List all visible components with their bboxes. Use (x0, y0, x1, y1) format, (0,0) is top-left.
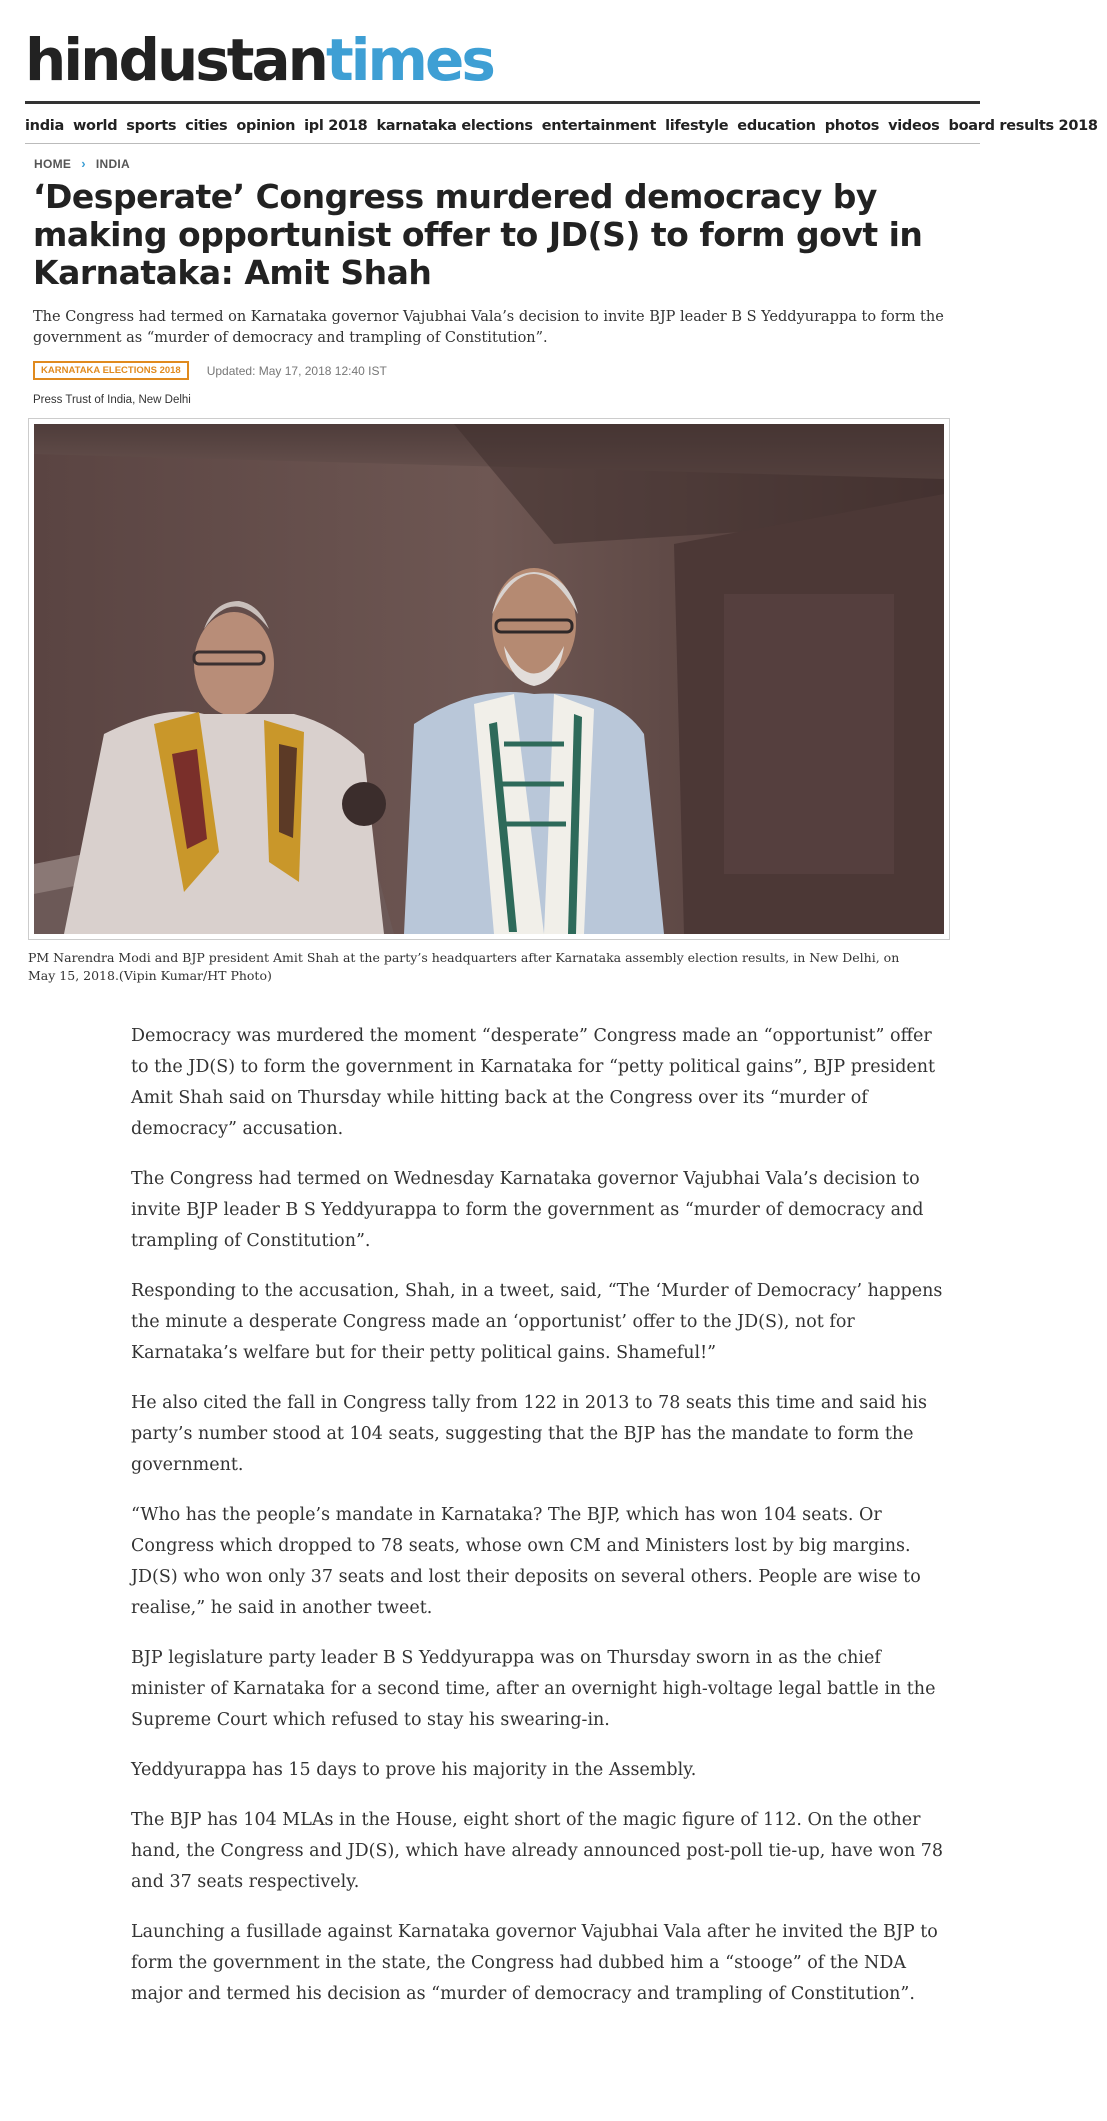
nav-item-photos[interactable]: photos (824, 118, 880, 134)
header-divider (25, 101, 980, 104)
article-paragraph: He also cited the fall in Congress tally from 122 in 2013 to 78 seats this time and said his party’s number stood at 104 seats, suggesting that the BJP has the mandate to form the government. (131, 1393, 927, 1475)
nav-item-videos[interactable]: videos (888, 118, 940, 134)
article-headline: ‘Desperate’ Congress murdered democracy by making opportunist offer to JD(S) to form govt in Karnataka: Amit Shah (33, 177, 923, 292)
article-paragraph: Launching a fusillade against Karnataka governor Vajubhai Vala after he invited the BJP to form the government in the state, the Congress had dubbed him a “stooge” of the NDA major and termed his decision as “murder of democracy and trampling of Constitution”. (131, 1922, 938, 2004)
main-nav (25, 118, 1107, 134)
updated-timestamp: Updated: May 17, 2018 12:40 IST (206, 363, 387, 378)
article-paragraph: The Congress had termed on Wednesday Karnataka governor Vajubhai Vala’s decision to invite BJP leader B S Yeddyurappa to form the government as “murder of democracy and trampling of Constitution”. (131, 1169, 924, 1251)
nav-item-cities[interactable]: cities (185, 118, 228, 134)
article-paragraph: Yeddyurappa has 15 days to prove his majority in the Assembly. (131, 1760, 697, 1780)
breadcrumb-home[interactable]: HOME (34, 156, 72, 171)
person-right-head (492, 568, 576, 680)
article-paragraph: Democracy was murdered the moment “desperate” Congress made an “opportunist” offer to the JD(S) to form the government in Karnataka for “petty political gains”, BJP president Amit Shah said on Thursday while hitting back at the Congress over its “murder of democracy” accusation. (131, 1026, 936, 1139)
photo-caption: PM Narendra Modi and BJP president Amit Shah at the party’s headquarters after Karnataka assembly election results, in New Delhi, on May 15, 2018.(Vipin Kumar/HT Photo) (28, 950, 900, 983)
article-body (131, 1021, 951, 2029)
logo-text-hindustan: hindustan (25, 26, 326, 94)
article-paragraph: The BJP has 104 MLAs in the House, eight short of the magic figure of 112. On the other hand, the Congress and JD(S), which have already announced post-poll tie-up, have won 78 and 37 seats respectively. (131, 1810, 944, 1892)
breadcrumb (34, 156, 130, 171)
logo-text-times: times (325, 26, 493, 94)
article-meta (33, 361, 387, 380)
article-summary: The Congress had termed on Karnataka governor Vajubhai Vala’s decision to invite BJP leader B S Yeddyurappa to form the government as “murder of democracy and trampling of Constitution”. (33, 309, 944, 346)
topic-tag[interactable]: KARNATAKA ELECTIONS 2018 (33, 361, 189, 380)
article-photo[interactable] (34, 424, 944, 934)
article-paragraph: “Who has the people’s mandate in Karnataka? The BJP, which has won 104 seats. Or Congress which dropped to 78 seats, whose own CM and Ministers lost by big margins. JD(S) who won only 37 seats and lost their deposits on several others. People are wise to realise,” he said in another tweet. (131, 1505, 921, 1618)
nav-item-india[interactable]: india (25, 118, 64, 134)
photo-illustration (34, 424, 944, 934)
article-photo-frame (28, 418, 950, 940)
site-logo[interactable] (25, 22, 980, 100)
nav-item-lifestyle[interactable]: lifestyle (665, 118, 729, 134)
nav-item-karnataka-elections[interactable]: karnataka elections (376, 118, 533, 134)
nav-item-ipl-2018[interactable]: ipl 2018 (304, 118, 368, 134)
article-paragraph: BJP legislature party leader B S Yeddyurappa was on Thursday sworn in as the chief minister of Karnataka for a second time, after an overnight high-voltage legal battle in the Supreme Court which refused to stay his swearing-in. (131, 1648, 936, 1730)
article-paragraph: Responding to the accusation, Shah, in a tweet, said, “The ‘Murder of Democracy’ happens the minute a desperate Congress made an ‘opportunist’ offer to the JD(S), not for Karnataka’s welfare but for their petty political gains. Shameful!” (131, 1281, 943, 1363)
article-byline: Press Trust of India, New Delhi (33, 394, 191, 406)
nav-item-board-results-2018[interactable]: board results 2018 (948, 118, 1098, 134)
person-left-body (64, 712, 384, 935)
breadcrumb-section[interactable]: INDIA (95, 156, 131, 171)
nav-item-sports[interactable]: sports (126, 118, 177, 134)
chevron-right-icon: › (81, 156, 86, 171)
site-header (25, 22, 1098, 134)
nav-item-entertainment[interactable]: entertainment (541, 118, 657, 134)
nav-item-world[interactable]: world (72, 118, 118, 134)
nav-item-opinion[interactable]: opinion (236, 118, 296, 134)
nav-divider (25, 143, 980, 144)
nav-item-education[interactable]: education (737, 118, 816, 134)
